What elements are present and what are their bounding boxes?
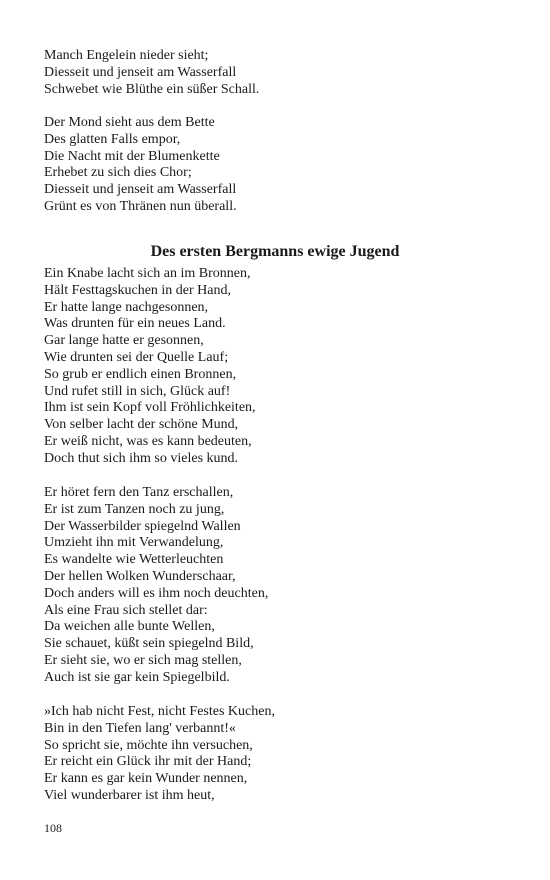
stanza-prev-1 <box>44 48 514 98</box>
verse-line: Manch Engelein nieder sieht; <box>44 48 209 63</box>
verse-line: Er hatte lange nachgesonnen, <box>44 299 209 315</box>
verse-line: Er kann es gar kein Wunder nennen, <box>44 771 248 787</box>
poem-stanza-1 <box>44 266 514 468</box>
verse-line: Diesseit und jenseit am Wasserfall <box>44 182 237 198</box>
verse-line: Was drunten für ein neues Land. <box>44 316 226 332</box>
verse-line: Ein Knabe lacht sich an im Bronnen, <box>44 266 251 281</box>
verse-line: Wie drunten sei der Quelle Lauf; <box>44 349 229 365</box>
verse-line: Von selber lacht der schöne Mund, <box>44 417 239 433</box>
page-number: 108 <box>44 821 62 835</box>
verse-line: Des glatten Falls empor, <box>44 131 181 147</box>
poem-title: Des ersten Bergmanns ewige Jugend <box>150 243 400 260</box>
verse-line: So grub er endlich einen Bronnen, <box>44 366 237 382</box>
verse-line: Die Nacht mit der Blumenkette <box>44 148 220 164</box>
verse-line: Hält Festtagskuchen in der Hand, <box>44 282 232 298</box>
stanza-prev-2 <box>44 115 514 216</box>
verse-line: Da weichen alle bunte Wellen, <box>44 619 215 635</box>
verse-line: Doch thut sich ihm so vieles kund. <box>44 450 239 466</box>
poem-stanza-3 <box>44 704 514 805</box>
verse-line: Als eine Frau sich stellet dar: <box>44 602 208 618</box>
verse-line: Er ist zum Tanzen noch zu jung, <box>44 501 225 517</box>
verse-line: Schwebet wie Blüthe ein süßer Schall. <box>44 81 260 97</box>
verse-line: Gar lange hatte er gesonnen, <box>44 333 204 349</box>
verse-line: Der Wasserbilder spiegelnd Wallen <box>44 518 241 534</box>
verse-line: Diesseit und jenseit am Wasserfall <box>44 64 237 80</box>
verse-line: Viel wunderbarer ist ihm heut, <box>44 787 215 803</box>
verse-line: Ihm ist sein Kopf voll Fröhlichkeiten, <box>44 400 256 416</box>
verse-line: So spricht sie, möchte ihn versuchen, <box>44 737 253 753</box>
verse-line: Umzieht ihn mit Verwandelung, <box>44 535 224 551</box>
verse-line: Bin in den Tiefen lang' verbannt!« <box>44 720 236 736</box>
verse-line: Der Mond sieht aus dem Bette <box>44 115 215 130</box>
verse-line: Sie schauet, küßt sein spiegelnd Bild, <box>44 636 254 652</box>
verse-line: Doch anders will es ihm noch deuchten, <box>44 585 269 601</box>
verse-line: Es wandelte wie Wetterleuchten <box>44 552 224 568</box>
verse-line: »Ich hab nicht Fest, nicht Festes Kuchen, <box>44 704 275 719</box>
verse-line: Er weiß nicht, was es kann bedeuten, <box>44 433 252 449</box>
verse-line: Der hellen Wolken Wunderschaar, <box>44 568 236 584</box>
verse-line: Er höret fern den Tanz erschallen, <box>44 485 234 500</box>
verse-line: Auch ist sie gar kein Spiegelbild. <box>44 669 230 685</box>
poem-stanza-2 <box>44 485 514 687</box>
verse-line: Er reicht ein Glück ihr mit der Hand; <box>44 754 252 770</box>
verse-line: Er sieht sie, wo er sich mag stellen, <box>44 652 242 668</box>
verse-line: Erhebet zu sich dies Chor; <box>44 165 192 181</box>
verse-line: Grünt es von Thränen nun überall. <box>44 198 237 214</box>
verse-line: Und rufet still in sich, Glück auf! <box>44 383 231 399</box>
